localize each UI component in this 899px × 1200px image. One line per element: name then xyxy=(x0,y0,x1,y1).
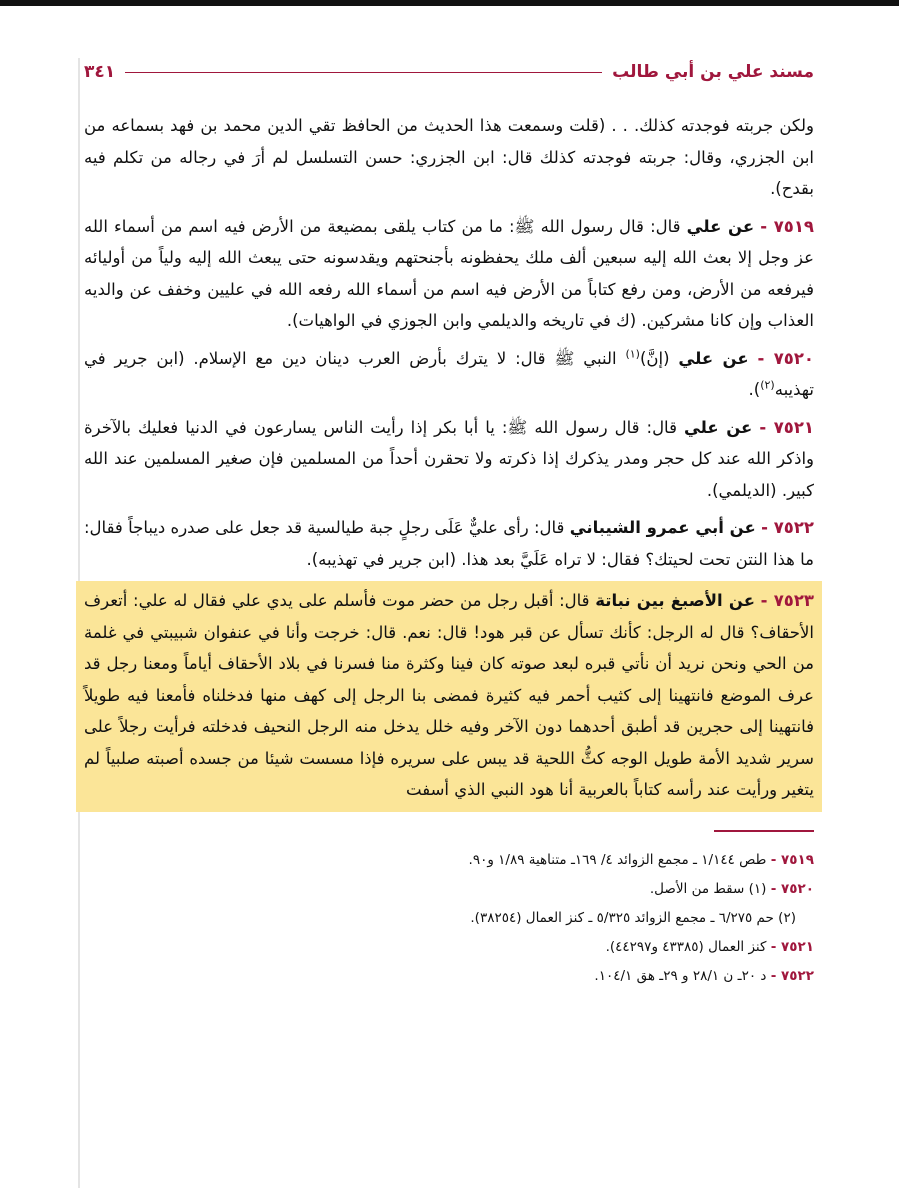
footnote-number: ٧٥٢٠ - xyxy=(770,880,814,897)
footnote-text: (٢) حم ٦/٢٧٥ ـ مجمع الزوائد ٥/٣٢٥ ـ كنز العمال (٣٨٢٥٤). xyxy=(470,909,796,926)
hadith-number: ٧٥٢٣ - xyxy=(760,591,815,610)
intro-paragraph xyxy=(84,110,814,205)
hadith-7519 xyxy=(84,211,814,337)
footnote-text: طص ١/١٤٤ ـ مجمع الزوائد ٤/ ١٦٩ـ متناهية ١/٨٩ و٩٠. xyxy=(468,851,771,868)
footnote-7520 xyxy=(84,875,814,904)
running-header xyxy=(84,58,814,86)
hadith-text: قال: قال رسول الله ﷺ: يا أبا بكر إذا رأيت الناس يسارعون في الدنيا فعليك بالآخرة واذكر الله عند كل حجر ومدر يذكرك إذا ذكرته ولا تحقرن أحداً من المسلمين فإن صغير المسلمين عند الله كبير. (الديلمي). xyxy=(84,417,814,500)
hadith-narrator: عن الأصبغ بين نباتة xyxy=(595,591,755,610)
footnote-number: ٧٥٢١ - xyxy=(770,938,814,955)
book-page xyxy=(84,58,814,1178)
hadith-text: قال: رأى عليٌّ عَلَى رجلٍ جبة طيالسية قد جعل على صدره ديباجاً فقال: ما هذا النتن تحت لحيتك؟ فقال: لا تراه عَلَيَّ بعد هذا. (ابن جرير في تهذيبه). xyxy=(84,518,814,569)
hadith-7520 xyxy=(84,343,814,406)
footnote-number: ٧٥٢٢ - xyxy=(770,967,814,984)
hadith-number: ٧٥١٩ - xyxy=(760,216,815,236)
intro-text: ولكن جربته فوجدته كذلك. . . (قلت وسمعت هذا الحديث من الحافظ تقي الدين محمد بن فهد بسماعه من ابن الجزري، وقال: جربته فوجدته كذلك قال: ابن الجزري: حسن التسلسل لم أرَ في رجاله من تكلم فيه بقدح). xyxy=(84,116,814,198)
hadith-7523-highlighted xyxy=(76,581,822,812)
footnote-marker[interactable]: (١) xyxy=(625,347,640,360)
hadith-narrator: عن علي xyxy=(686,216,755,236)
hadith-narrator: عن أبي عمرو الشيباني xyxy=(569,518,756,537)
window-top-bar xyxy=(0,0,899,6)
hadith-narrator: عن علي xyxy=(678,348,749,368)
hadith-text: قال: قال رسول الله ﷺ: ما من كتاب يلقى بمضيعة من الأرض فيه اسم من أسماء الله عز وجل إلا بعث الله إليه سبعين ألف ملك يحفظونه بأجنحتهم ويقدسونه حتى يبعث الله إليه ولياً من أوليائه فيرفعه من الأرض، ومن رفع كتاباً من الأرض فيه اسم من أسماء الله رفعه الله في عليين وخفف عن والديه العذاب وإن كانا مشركين. (ك في تاريخه والديلمي وابن الجوزي في الواهيات). xyxy=(84,216,814,330)
page-body xyxy=(84,110,814,812)
footnote-marker[interactable]: (٢) xyxy=(760,378,775,392)
hadith-narrator: عن علي xyxy=(683,417,753,437)
footnote-7519 xyxy=(84,846,814,875)
hadith-text-a: (إنَّ) xyxy=(639,348,679,368)
hadith-number: ٧٥٢٢ - xyxy=(761,518,815,537)
book-title: مسند علي بن أبي طالب xyxy=(612,62,814,82)
footnote-7520-sub xyxy=(84,904,814,933)
footnote-number: ٧٥١٩ - xyxy=(770,851,814,868)
footnotes xyxy=(84,846,814,991)
page-number: ٣٤١ xyxy=(84,62,116,82)
header-rule xyxy=(125,72,602,73)
footnote-7521 xyxy=(84,933,814,962)
footnote-7522 xyxy=(84,962,814,991)
hadith-7522 xyxy=(84,512,814,575)
hadith-number: ٧٥٢١ - xyxy=(759,417,814,437)
hadith-text: قال: أقبل رجل من حضر موت فأسلم على يدي علي فقال له علي: أتعرف الأحقاف؟ قال له الرجل: كأنك تسأل عن قبر هود! قال: نعم. قال: خرجت وأنا في عنفوان شبيبتي في غلمة من الحي ونحن نريد أن نأتي قبره لبعد صوته كان فينا وكثرة منا فسرنا في بلاد الأحقاف أياماً ومعنا رجل قد عرف الموضع فانتهينا إلى كثيب أحمر فيه كثيرة فمضى بنا الرجل إلى كهف منها فدخلناه فأمعنا فيه طويلاً فانتهينا إلى حجرين قد أطبق أحدهما دون الآخر وفيه خلل يدخل منه الرجل النحيف فدخلته فرأيت رجلاً على سرير شديد الأمة طويل الوجه كثُّ اللحية قد يبس على سريره فإذا مسست شيئا من جسده أصبته صلبياً لم يتغير ورأيت عند رأسه كتاباً بالعربية أنا هود النبي الذي أسفت xyxy=(84,591,814,799)
footnote-text: كنز العمال (٤٣٣٨٥ و٤٤٢٩٧). xyxy=(605,938,771,955)
footnotes-separator xyxy=(714,830,814,832)
footnote-text: د ٢٠ـ ن ٢٨/١ و ٢٩ـ هق ١٠٤/١. xyxy=(594,967,771,984)
hadith-7521 xyxy=(84,412,814,507)
hadith-text-b: النبي ﷺ قال: لا يترك بأرض العرب دينان دين مع الإسلام. (ابن جرير في تهذيبه xyxy=(84,348,814,399)
hadith-text-c: ). xyxy=(748,380,761,399)
hadith-number: ٧٥٢٠ - xyxy=(757,348,814,368)
footnote-text: (١) سقط من الأصل. xyxy=(649,880,771,897)
